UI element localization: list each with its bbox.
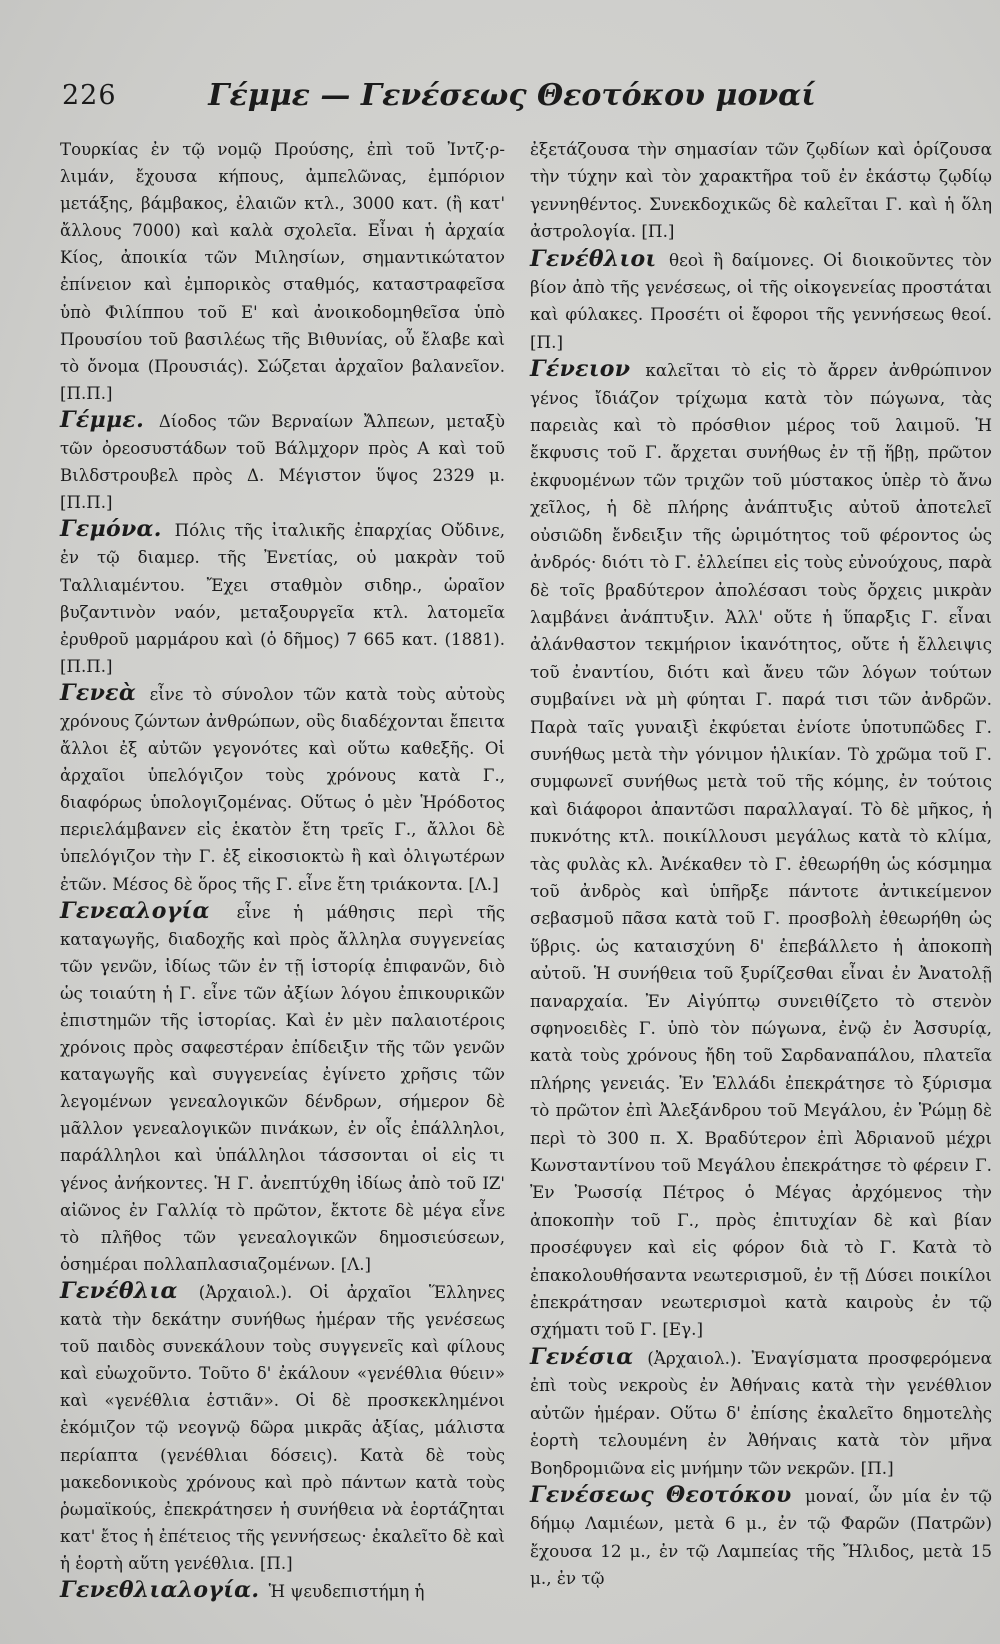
entry-text: καλεῖται τὸ εἰς τὸ ἄρρεν ἀνθρώπινον γένος ἴδιάζον τρίχωμα κατὰ τὸν πώγωνα, τὰς παρειὰς καὶ τὸ πρόσθιον μέρος τοῦ λαιμοῦ. Ἡ ἔκφυσις τοῦ Γ. ἄρχεται συνήθως ἐν τῇ ἥβῃ, πρῶτον ἐκφυομένων τῶν τριχῶν τοῦ μύστακος ὑπὲρ τὸ ἄνω χεῖλος, ἡ δὲ πλήρης ἀνάπτυξις αὐτοῦ ἀποτελεῖ οὐσιῶδη ἔνδειξιν τῆς ὡριμότητος τοῦ φέροντος ὡς ἀνδρός· διότι τὸ Γ. ἐλλείπει εἰς τοὺς εὐνούχους, παρὰ δὲ τοῖς βραδύτερον ἀπολέσασι τοὺς ὄρχεις μικρὰν λαμβάνει ἀνάπτυξιν. Ἀλλ' οὔτε ἡ ὕπαρξις Γ. εἶναι ἀλάνθαστον τεκμήριον ἱκανότητος, οὔτε ἡ ἔλλειψις τοῦ ἐναντίου, διότι καὶ ἄνευ τῶν λόγων τούτων συμβαίνει νὰ μὴ φύηται Γ. παρά τισι τῶν ἀνδρῶν. Παρὰ ταῖς γυναιξὶ ἐκφύεται ἐνίοτε ὑποτυπῶδες Γ. συνήθως μετὰ τὴν γόνιμον ἡλικίαν. Τὸ χρῶμα τοῦ Γ. συμφωνεῖ συνήθως μετὰ τοῦ τῆς κόμης, ἐν τούτοις καὶ διάφοροι ἀπαντῶσι παραλλαγαί. Τὸ δὲ μῆκος, ἡ πυκνότης κτλ. ποικίλλουσι μεγάλως κατὰ τὸ κλίμα, τὰς φυλὰς κλ. Ἀνέκαθεν τὸ Γ. ἐθεωρήθη ὡς κόσμημα τοῦ ἀνδρὸς καὶ ὑπῆρξε πάντοτε ἀντικείμενον σεβασμοῦ πᾶσα κατὰ τοῦ Γ. προσβολὴ ἐθεωρήθη ὡς ὕβρις. ὡς καταισχύνη δ' ἐπεβάλλετο ἡ ἀποκοπὴ αὐτοῦ. Ἡ συνήθεια τοῦ ξυρίζεσθαι εἶναι ἐν Ἀνατολῇ παναρχαία. Ἐν Αἰγύπτῳ συνειθίζετο τὸ στενὸν σφηνοειδὲς Γ. ὑπὸ τὸν πώγωνα, ἐνῷ ἐν Ἀσσυρίᾳ, κατὰ τοὺς χρόνους ἤδη τοῦ Σαρδαναπάλου, πλατεῖα πλήρης γενειάς. Ἐν Ἑλλάδι ἐπεκράτησε τὸ ξύρισμα τὸ πρῶτον ἐπὶ Ἀλεξάνδρου τοῦ Μεγάλου, ἐν Ῥώμῃ δὲ περὶ τὸ 300 π. Χ. Βραδύτερον ἐπὶ Ἀδριανοῦ μέχρι Κωνσταντίνου τοῦ Μεγάλου ἐπεκράτησε τὸ φέρειν Γ. Ἐν Ῥωσσίᾳ Πέτρος ὁ Μέγας ἀρχόμενος τὴν ἀποκοπὴν τοῦ Γ., πρὸς ἐπιτυχίαν δὲ καὶ βίαν προσέφυγεν καὶ εἰς φόρον διὰ τὸ Γ. Κατὰ τὸ ἐπακολουθήσαντα νεωτερισμοῦ, ἐν τῇ Δύσει ποικίλοι ἐπεκράτησαν νεωτερισμοὶ κατὰ καιροὺς ἐν τῷ σχήματι τοῦ Γ. [Εγ.] (530, 360, 992, 1340)
dictionary-entry (60, 407, 505, 516)
entry-headword: Γενέθλια (60, 1277, 178, 1304)
entry-text: μοναί, ὧν μία ἐν τῷ δήμῳ Λαμιέων, μετὰ 6 μ., ἐν τῷ Φαρῶν (Πατρῶν) ἔχουσα 12 μ., ἐν τῷ Λαμπείας τῆς Ἤλιδος, μετὰ 15 μ., ἐν τῷ (530, 1485, 992, 1589)
entry-headword: Γενεαλογία (60, 897, 210, 924)
dictionary-entry (60, 136, 505, 407)
entry-text: Ἡ ψευδεπιστήμη ἡ (268, 1581, 425, 1601)
dictionary-entry (60, 680, 505, 898)
dictionary-entry (530, 246, 992, 357)
dictionary-entry (530, 136, 992, 246)
page-number: 226 (62, 80, 117, 111)
dictionary-entry (60, 516, 505, 680)
dictionary-entry (60, 898, 505, 1278)
entry-headword: Γενέθλιοι (530, 245, 657, 272)
entry-text: (Ἀρχαιολ.). Ἐναγίσματα προσφερόμενα ἐπὶ τοὺς νεκροὺς ἐν Ἀθήναις κατὰ τὴν γενέθλιον αὐτῶν ἡμέραν. Οὕτω δ' ἐπίσης ἐκαλεῖτο δημοτελὴς ἑορτὴ τελουμένη ἐν Ἀθήναις κατὰ τὸν μῆνα Βοηδρομιῶνα εἰς μνήμην τῶν νεκρῶν. [Π.] (530, 1347, 992, 1478)
dictionary-entry (60, 1278, 505, 1577)
entry-text: θεοὶ ἢ δαίμονες. Οἱ διοικοῦντες τὸν βίον ἀπὸ τῆς γενέσεως, οἱ τῆς οἰκογενείας προστάται καὶ φύλακες. Προσέτι οἱ ἔφοροι τῆς γεννήσεως θεοί. [Π.] (530, 249, 992, 352)
running-title: Γέμμε — Γενέσεως Θεοτόκου μοναί (208, 78, 816, 113)
page-header (62, 80, 962, 120)
dictionary-entry (60, 1577, 505, 1605)
entry-headword: Γενέσεως Θεοτόκου (530, 1481, 792, 1508)
entry-headword: Γένειον (530, 356, 631, 383)
right-column (530, 136, 992, 1593)
entry-text: Τουρκίας ἐν τῷ νομῷ Προύσης, ἐπὶ τοῦ Ἰντζ·ρ-λιμάν, ἔχουσα κήπους, ἀμπελῶνας, ἐμπόριον μετάξης, βάμβακος, ἐλαιῶν κτλ., 3000 κατ. (ἢ κατ' ἄλλους 7000) καὶ καλὰ σχολεῖα. Εἶναι ἡ ἀρχαία Κίος, ἀποικία τῶν Μιλησίων, σημαντικώτατον ἐπίνειον καὶ ἐμπορικὸς σταθμός, καταστραφεῖσα ὑπὸ Φιλίππου τοῦ Ε' καὶ ἀνοικοδομηθεῖσα ὑπὸ Προυσίου τοῦ βασιλέως τῆς Βιθυνίας, οὗ ἔλαβε καὶ τὸ ὄνομα (Προυσιάς). Σώζεται ἀρχαῖον βαλανεῖον. [Π.Π.] (60, 140, 505, 403)
entry-text: (Ἀρχαιολ.). Οἱ ἀρχαῖοι Ἕλληνες κατὰ τὴν δεκάτην συνήθως ἡμέραν τῆς γενέσεως τοῦ παιδὸς συνεκάλουν τοὺς συγγενεῖς καὶ φίλους καὶ εὐωχοῦντο. Τοῦτο δ' ἐκάλουν «γενέθλια θύειν» καὶ «γενέθλια ἑστιᾶν». Οἱ δὲ προσκεκλημένοι ἐκόμιζον τῷ νεογνῷ δῶρα μικρᾶς ἀξίας, μάλιστα περίαπτα (γενέθλιαι δόσεις). Κατὰ δὲ τοὺς μακεδονικοὺς χρόνους καὶ πρὸ πάντων κατὰ τοὺς ῥωμαϊκούς, ἐπεκράτησεν ἡ συνήθεια νὰ ἑορτάζηται κατ' ἔτος ἡ ἐπέτειος τῆς γεννήσεως· ἐκαλεῖτο δὲ καὶ ἡ ἑορτὴ αὕτη γενέθλια. [Π.] (60, 1282, 505, 1573)
entry-text: ἐξετάζουσα τὴν σημασίαν τῶν ζῳδίων καὶ ὁρίζουσα τὴν τύχην καὶ τὸν χαρακτῆρα τοῦ ἐν ἑκάστῳ ζῳδίῳ γεννηθέντος. Συνεκδοχικῶς δὲ καλεῖται Γ. καὶ ἡ ὅλη ἀστρολογία. [Π.] (530, 139, 992, 242)
dictionary-entry (530, 1344, 992, 1482)
entry-headword: Γενέσια (530, 1343, 634, 1370)
entry-headword: Γενεθλιαλογία. (60, 1576, 260, 1603)
entry-text: εἶνε τὸ σύνολον τῶν κατὰ τοὺς αὐτοὺς χρόνους ζώντων ἀνθρώπων, οὓς διαδέχονται ἔπειτα ἄλλοι ἐξ αὐτῶν γεγονότες καὶ οὕτω καθεξῆς. Οἱ ἀρχαῖοι ὑπελόγιζον τοὺς χρόνους κατὰ Γ., διαφόρως ὑπολογιζομένας. Οὕτως ὁ μὲν Ἡρόδοτος περιελάμβανεν εἰς ἑκατὸν ἔτη τρεῖς Γ., ἄλλοι δὲ ὑπελόγιζον τὴν Γ. ἐξ εἰκοσιοκτὼ ἢ καὶ ὀλιγωτέρων ἐτῶν. Μέσος δὲ ὅρος τῆς Γ. εἶνε ἔτη τριάκοντα. [Λ.] (60, 684, 505, 894)
entry-text: Πόλις τῆς ἰταλικῆς ἐπαρχίας Οὔδινε, ἐν τῷ διαμερ. τῆς Ἐνετίας, οὐ μακρὰν τοῦ Ταλλιαμέντου. Ἔχει σταθμὸν σιδηρ., ὡραῖον βυζαντινὸν ναόν, μεταξουργεῖα κτλ. λατομεῖα ἐρυθροῦ μαρμάρου καὶ (ὁ δῆμος) 7 665 κατ. (1881). [Π.Π.] (60, 521, 505, 676)
left-column (60, 136, 505, 1605)
entry-headword: Γέμμε. (60, 406, 145, 433)
entry-headword: Γενεὰ (60, 679, 137, 706)
dictionary-entry (530, 1482, 992, 1593)
entry-text: εἶνε ἡ μάθησις περὶ τῆς καταγωγῆς, διαδοχῆς καὶ πρὸς ἄλληλα συγγενείας τῶν γενῶν, ἰδίως τῶν ἐν τῇ ἱστορίᾳ ἐπιφανῶν, διὸ ὡς τοιαύτη ἡ Γ. εἶνε τῶν ἀξίων λόγου ἐπικουρικῶν ἐπιστημῶν τῆς ἱστορίας. Καὶ ἐν μὲν παλαιοτέροις χρόνοις πρὸς σαφεστέραν ἐπίδειξιν τῆς τῶν γενῶν καταγωγῆς καὶ συγγενείας ἐγίνετο χρῆσις τῶν λεγομένων γενεαλογικῶν δένδρων, σήμερον δὲ μᾶλλον γενεαλογικῶν πινάκων, ἐν οἷς ἐπάλληλοι, παράλληλοι καὶ ὑπάλληλοι τάσσονται οἱ εἰς τι γένος ἀνήκοντες. Ἡ Γ. ἀνεπτύχθη ἰδίως ἀπὸ τοῦ ΙΖ' αἰῶνος ἐν Γαλλίᾳ τὸ πρῶτον, ἔκτοτε δὲ μέγα εἶνε τὸ πλῆθος τῶν γενεαλογικῶν δημοσιεύσεων, ὁσημέραι πολλαπλασιαζομένων. [Λ.] (60, 902, 505, 1274)
dictionary-entry (530, 356, 992, 1344)
entry-headword: Γεμόνα. (60, 516, 162, 543)
entry-text: Δίοδος τῶν Βερναίων Ἄλπεων, μεταξὺ τῶν ὀρεοσυστάδων τοῦ Βάλμχορν πρὸς Α καὶ τοῦ Βιλδστρουβελ πρὸς Δ. Μέγιστον ὕψος 2329 μ. [Π.Π.] (60, 411, 505, 513)
